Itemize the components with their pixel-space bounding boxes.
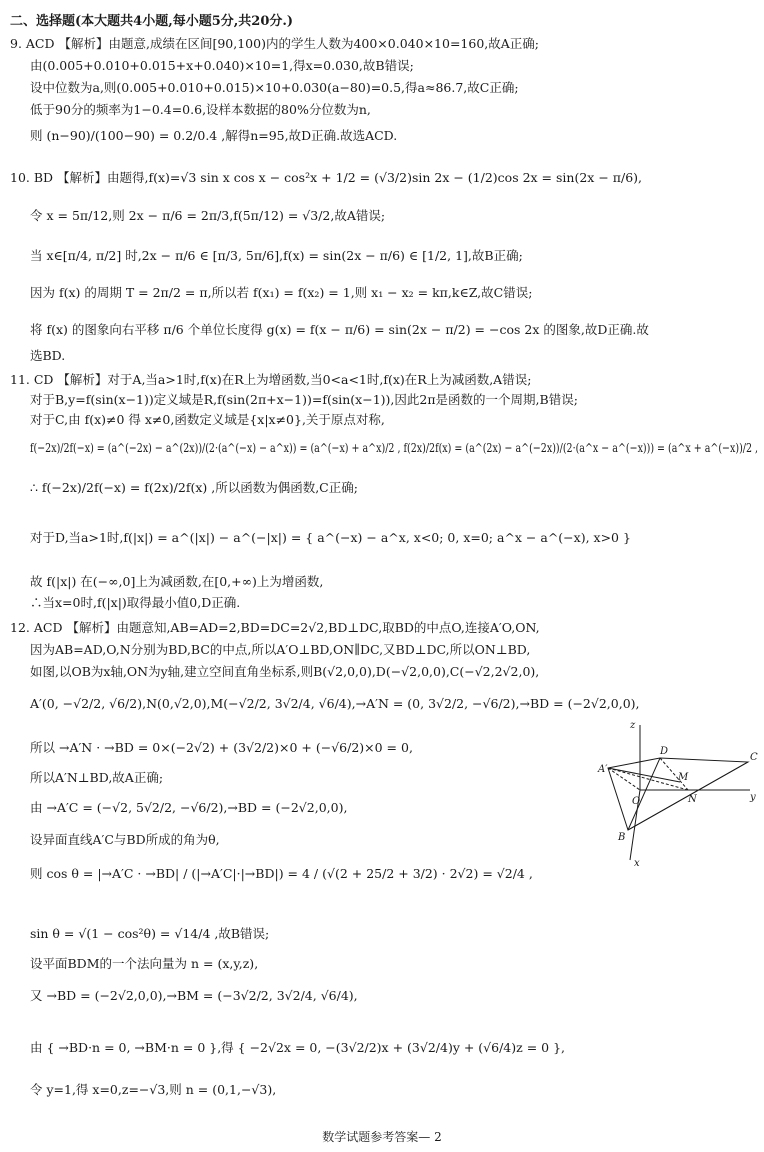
q11-line-5: ∴ f(−2x)/2f(−x) = f(2x)/2f(x) ,所以函数为偶函数,C正确; <box>30 480 358 495</box>
fig-label-z: z <box>630 720 636 731</box>
q12-line-3: 如图,以OB为x轴,ON为y轴,建立空间直角坐标系,则B(√2,0,0),D(−√2,0,0),C(−√2,2√2,0), <box>30 664 540 679</box>
q9-line-5: 则 (n−90)/(100−90) = 0.2/0.4 ,解得n=95,故D正确.故选ACD. <box>30 128 398 143</box>
fig-label-d: D <box>660 746 669 757</box>
q12-line-8: 设异面直线A′C与BD所成的角为θ, <box>30 832 220 847</box>
q9-line-3: 设中位数为a,则(0.005+0.010+0.015)×10+0.030(a−80)=0.5,得a≈86.7,故C正确; <box>30 80 519 95</box>
q11-line-2: 对于B,y=f(sin(x−1))定义域是R,f(sin(2π+x−1))=f(sin(x−1)),因此2π是函数的一个周期,B错误; <box>30 392 578 407</box>
q12-line-10: sin θ = √(1 − cos²θ) = √14/4 ,故B错误; <box>30 926 270 941</box>
fig-label-b: B <box>618 832 626 843</box>
q11-line-3: 对于C,由 f(x)≠0 得 x≠0,函数定义域是{x|x≠0},关于原点对称, <box>30 412 385 427</box>
fig-label-o: O <box>632 796 641 807</box>
fig-label-n: N <box>688 794 697 805</box>
page-footer: 数学试题参考答案— 2 <box>322 1130 442 1144</box>
q12-line-6: 所以A′N⊥BD,故A正确; <box>30 770 164 785</box>
q11-line-6: 对于D,当a>1时,f(|x|) = a^(|x|) − a^(−|x|) = { a^(−x) − a^x, x<0; 0, x=0; a^x − a^(−x), x>0 } <box>30 530 631 545</box>
q10-line-1: 10. BD 【解析】由题得,f(x)=√3 sin x cos x − cos²x + 1/2 = (√3/2)sin 2x − (1/2)cos 2x = sin(2x − π/6), <box>10 170 643 185</box>
q12-line-4: A′(0, −√2/2, √6/2),N(0,√2,0),M(−√2/2, 3√2/4, √6/4),→A′N = (0, 3√2/2, −√6/2),→BD = (−2√2,0,0), <box>30 696 640 711</box>
q10-line-5: 将 f(x) 的图象向右平移 π/6 个单位长度得 g(x) = f(x − π/6) = sin(2x − π/2) = −cos 2x 的图象,故D正确.故 <box>30 322 649 337</box>
q11-line-4: f(−2x)/2f(−x) = (a^(−2x) − a^(2x))/(2·(a^(−x) − a^x)) = (a^(−x) + a^x)/2 , f(2x)/2f(x) = (a^(2x) − a^(−2x))/(2·(a^x − a^(−x))) = (a^x + a^(−x))/2 , <box>30 440 759 455</box>
q9-line-4: 低于90分的频率为1−0.4=0.6,设样本数据的80%分位数为n, <box>30 102 371 117</box>
q11-line-8: ∴当x=0时,f(|x|)取得最小值0,D正确. <box>30 595 241 610</box>
tetra-outline <box>608 758 748 830</box>
q10-line-6: 选BD. <box>30 348 66 363</box>
q12-line-2: 因为AB=AD,O,N分别为BD,BC的中点,所以A′O⊥BD,ON∥DC,又BD⊥DC,所以ON⊥BD, <box>30 642 531 657</box>
fig-label-c: C <box>750 752 758 763</box>
q12-line-13: 由 { →BD·n = 0, →BM·n = 0 },得 { −2√2x = 0, −(3√2/2)x + (3√2/4)y + (√6/4)z = 0 }, <box>30 1040 565 1055</box>
section-title: 二、选择题(本大题共4小题,每小题5分,共20分.) <box>10 14 294 29</box>
edge-db <box>628 758 660 830</box>
q10-line-4: 因为 f(x) 的周期 T = 2π/2 = π,所以若 f(x₁) = f(x₂) = 1,则 x₁ − x₂ = kπ,k∈Z,故C错误; <box>30 285 533 300</box>
q9-line-2: 由(0.005+0.010+0.015+x+0.040)×10=1,得x=0.030,故B错误; <box>30 58 414 73</box>
q11-line-1: 11. CD 【解析】对于A,当a>1时,f(x)在R上为增函数,当0<a<1时,f(x)在R上为减函数,A错误; <box>10 372 532 387</box>
q9-line-1: 9. ACD 【解析】由题意,成绩在区间[90,100)内的学生人数为400×0.040×10=160,故A正确; <box>10 36 539 51</box>
q12-line-11: 设平面BDM的一个法向量为 n = (x,y,z), <box>30 956 259 971</box>
q12-line-14: 令 y=1,得 x=0,z=−√3,则 n = (0,1,−√3), <box>30 1082 277 1097</box>
q11-line-7: 故 f(|x|) 在(−∞,0]上为减函数,在[0,+∞)上为增函数, <box>30 574 324 589</box>
q12-line-5: 所以 →A′N · →BD = 0×(−2√2) + (3√2/2)×0 + (−√6/2)×0 = 0, <box>30 740 413 755</box>
fig-label-y: y <box>750 792 756 803</box>
q10-line-3: 当 x∈[π/4, π/2] 时,2x − π/6 ∈ [π/3, 5π/6],f(x) = sin(2x − π/6) ∈ [1/2, 1],故B正确; <box>30 248 523 263</box>
fig-label-m: M <box>678 772 689 783</box>
fig-label-x: x <box>634 858 640 869</box>
q12-line-1: 12. ACD 【解析】由题意知,AB=AD=2,BD=DC=2√2,BD⊥DC,取BD的中点O,连接A′O,ON, <box>10 620 540 635</box>
coordinate-figure <box>600 720 760 870</box>
edge-an <box>608 768 688 790</box>
q10-line-2: 令 x = 5π/12,则 2x − π/6 = 2π/3,f(5π/12) = √3/2,故A错误; <box>30 208 386 223</box>
fig-label-a: A′ <box>598 764 608 775</box>
q12-line-12: 又 →BD = (−2√2,0,0),→BM = (−3√2/2, 3√2/4, √6/4), <box>30 988 358 1003</box>
q12-line-7: 由 →A′C = (−√2, 5√2/2, −√6/2),→BD = (−2√2,0,0), <box>30 800 348 815</box>
q12-line-9: 则 cos θ = |→A′C · →BD| / (|→A′C|·|→BD|) = 4 / (√(2 + 25/2 + 3/2) · 2√2) = √2/4 , <box>30 866 533 881</box>
